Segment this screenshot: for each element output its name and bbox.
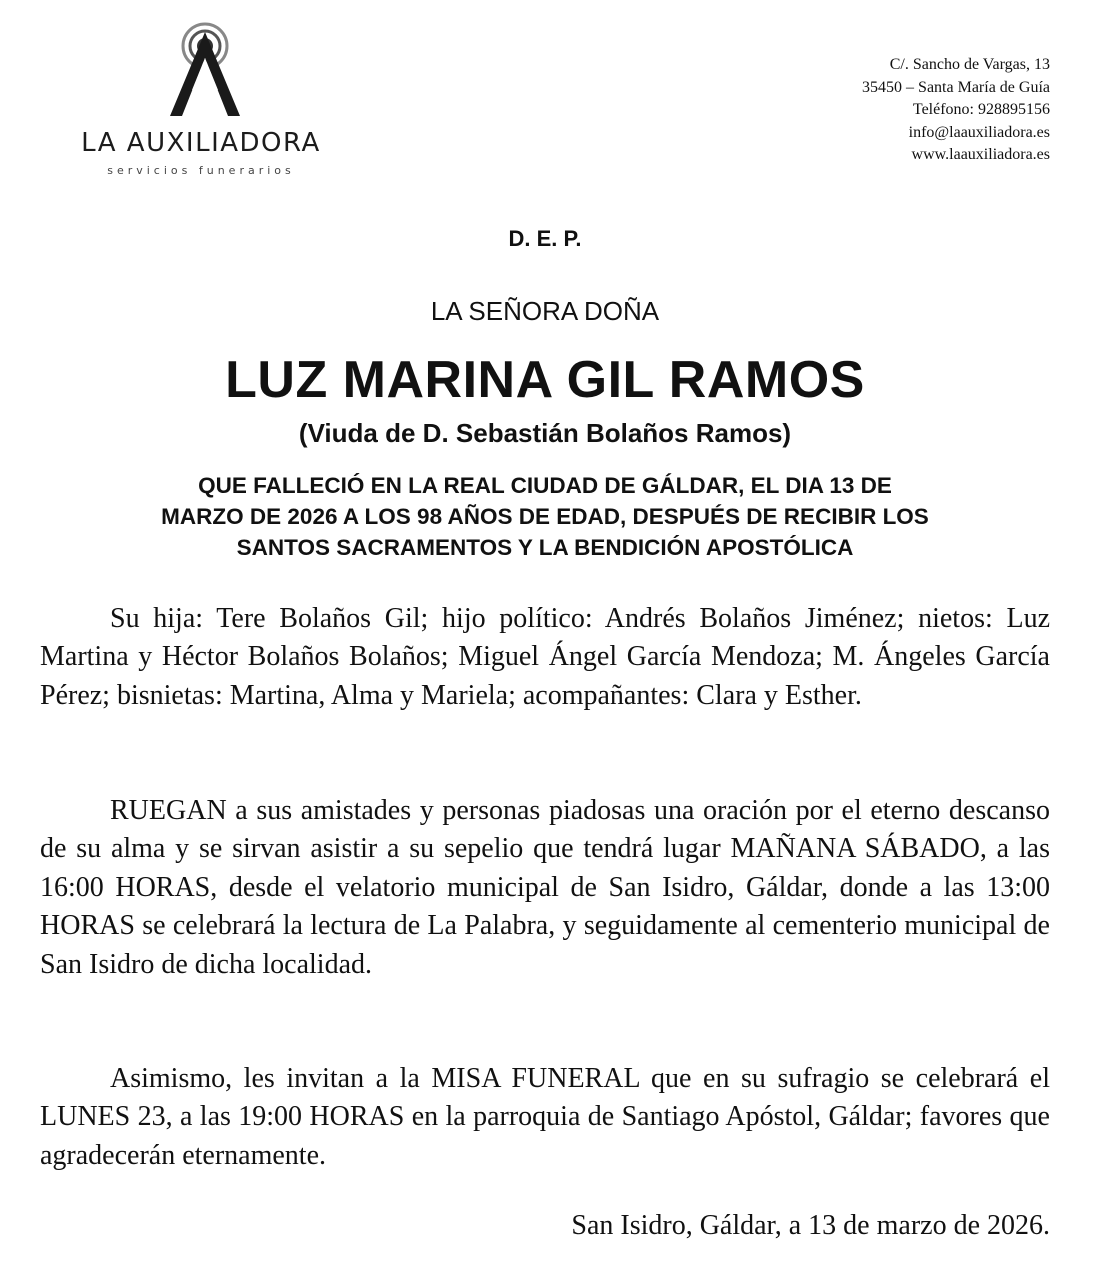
deceased-name: LUZ MARINA GIL RAMOS <box>225 351 865 409</box>
honorific: LA SEÑORA DOÑA <box>430 296 660 326</box>
contact-block <box>862 54 1050 167</box>
burial-paragraph: RUEGAN a sus amistades y personas piadosas una oración por el eterno descanso de su alma y se sirvan asistir a su sepelio que tendrá lugar MAÑANA SÁBADO, a las 16:00 HORAS, desde el velatorio municipal de San Isidro, Gáldar, donde a las 13:00 HORAS se celebrará la lectura de La Palabra, y seguidamente al cementerio municipal de San Isidro de dicha localidad. <box>40 795 1050 980</box>
family-paragraph: Su hija: Tere Bolaños Gil; hijo político: Andrés Bolaños Jiménez; nietos: Luz Martina y Héctor Bolaños Bolaños; Miguel Ángel García Mendoza; M. Ángeles García Pérez; bisnietas: Martina, Alma y Mariela; acompañantes: Clara y Esther. <box>40 603 1050 711</box>
contact-city: 35450 – Santa María de Guía <box>862 78 1050 96</box>
contact-address: C/. Sancho de Vargas, 13 <box>889 56 1050 73</box>
contact-email: info@laauxiliadora.es <box>908 123 1050 141</box>
widow-of: (Viuda de D. Sebastián Bolaños Ramos) <box>298 418 792 448</box>
brand-name: LA AUXILIADORA <box>81 128 321 158</box>
death-line: MARZO DE 2026 A LOS 98 AÑOS DE EDAD, DESPUÉS DE RECIBIR LOS <box>161 504 929 529</box>
death-line: SANTOS SACRAMENTOS Y LA BENDICIÓN APOSTÓLICA <box>236 535 854 560</box>
contact-phone: Teléfono: 928895156 <box>912 101 1050 118</box>
logo-emblem-icon <box>160 18 260 118</box>
company-logo <box>30 18 370 188</box>
dep-heading: D. E. P. <box>508 226 582 251</box>
place-date: San Isidro, Gáldar, a 13 de marzo de 2026. <box>571 1210 1050 1241</box>
mass-paragraph: Asimismo, les invitan a la MISA FUNERAL que en su sufragio se celebrará el LUNES 23, a las 19:00 HORAS en la parroquia de Santiago Apóstol, Gáldar; favores que agradecerán eternamente. <box>40 1063 1050 1171</box>
contact-web: www.laauxiliadora.es <box>911 146 1050 163</box>
death-statement <box>0 470 1090 563</box>
brand-tagline: servicios funerarios <box>107 164 295 177</box>
death-line: QUE FALLECIÓ EN LA REAL CIUDAD DE GÁLDAR, EL DIA 13 DE <box>198 473 892 498</box>
